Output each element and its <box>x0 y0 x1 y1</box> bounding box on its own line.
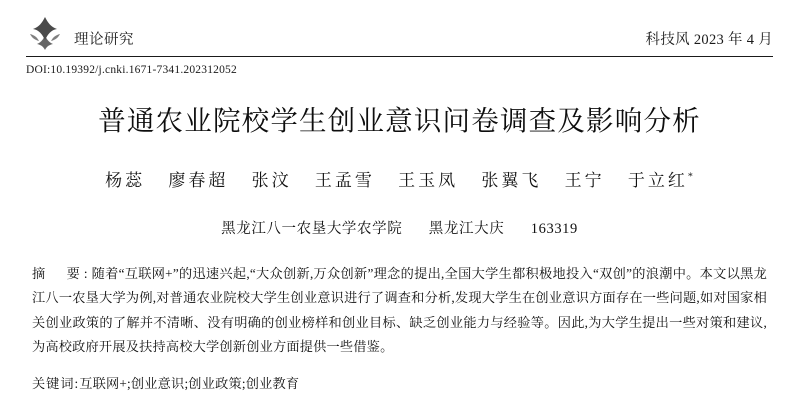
affiliation-postcode: 163319 <box>530 221 578 237</box>
author-item <box>628 166 694 191</box>
author-name: 张翼飞 <box>481 171 542 190</box>
author-item <box>168 166 228 191</box>
author-item <box>105 166 145 191</box>
author-name: 廖春超 <box>168 171 229 190</box>
author-item <box>565 166 605 191</box>
author-name: 王玉凤 <box>398 171 459 190</box>
affiliation-institution: 黑龙江八一农垦大学农学院 <box>221 221 403 237</box>
affiliation-city: 黑龙江大庆 <box>428 221 505 237</box>
page-title: 普通农业院校学生创业意识问卷调查及影响分析 <box>98 105 701 136</box>
author-item <box>398 166 458 191</box>
author-list <box>22 166 777 191</box>
author-name: 杨蕊 <box>105 171 146 190</box>
running-head <box>22 0 777 54</box>
author-item <box>315 166 375 191</box>
abstract-label: 摘 要: <box>32 266 92 281</box>
author-item <box>252 166 292 191</box>
leaf-logo-icon <box>26 14 64 52</box>
abstract-text: 随着“互联网+”的迅速兴起,“大众创新,万众创新”理念的提出,全国大学生都积极地投入“双创”的浪潮中。本文以黑龙江八一农垦大学为例,对普通农业院校大学生创业意识进行了调查和分析,发现大学生在创业意识方面存在一些问题,如对国家相关创业政策的了解并不清晰、没有明确的创业榜样和创业目标、缺乏创业能力与经验等。因此,为大学生提出一些对策和建议,为高校政府开展及扶持高校大学创新创业方面提供一些借鉴。 <box>32 266 767 355</box>
keywords-label: 关键词: <box>32 375 80 391</box>
doi-line: DOI:10.19392/j.cnki.1671-7341.202312052 <box>26 64 237 76</box>
author-name: 王孟雪 <box>314 171 375 190</box>
journal-issue: 科技风 2023 年 4 月 <box>645 32 773 48</box>
author-name: 王宁 <box>564 171 605 190</box>
column-title: 理论研究 <box>74 32 134 48</box>
header-divider <box>26 56 773 57</box>
keywords-text: 互联网+;创业意识;创业政策;创业教育 <box>79 375 300 391</box>
author-item <box>481 166 541 191</box>
affiliation <box>22 217 777 238</box>
author-name: 于立红 <box>627 171 688 190</box>
abstract-paragraph <box>32 262 767 360</box>
keywords-line <box>32 373 767 395</box>
author-name: 张汶 <box>251 171 292 190</box>
running-head-left <box>26 14 134 52</box>
corresponding-author-marker: * <box>687 171 694 183</box>
